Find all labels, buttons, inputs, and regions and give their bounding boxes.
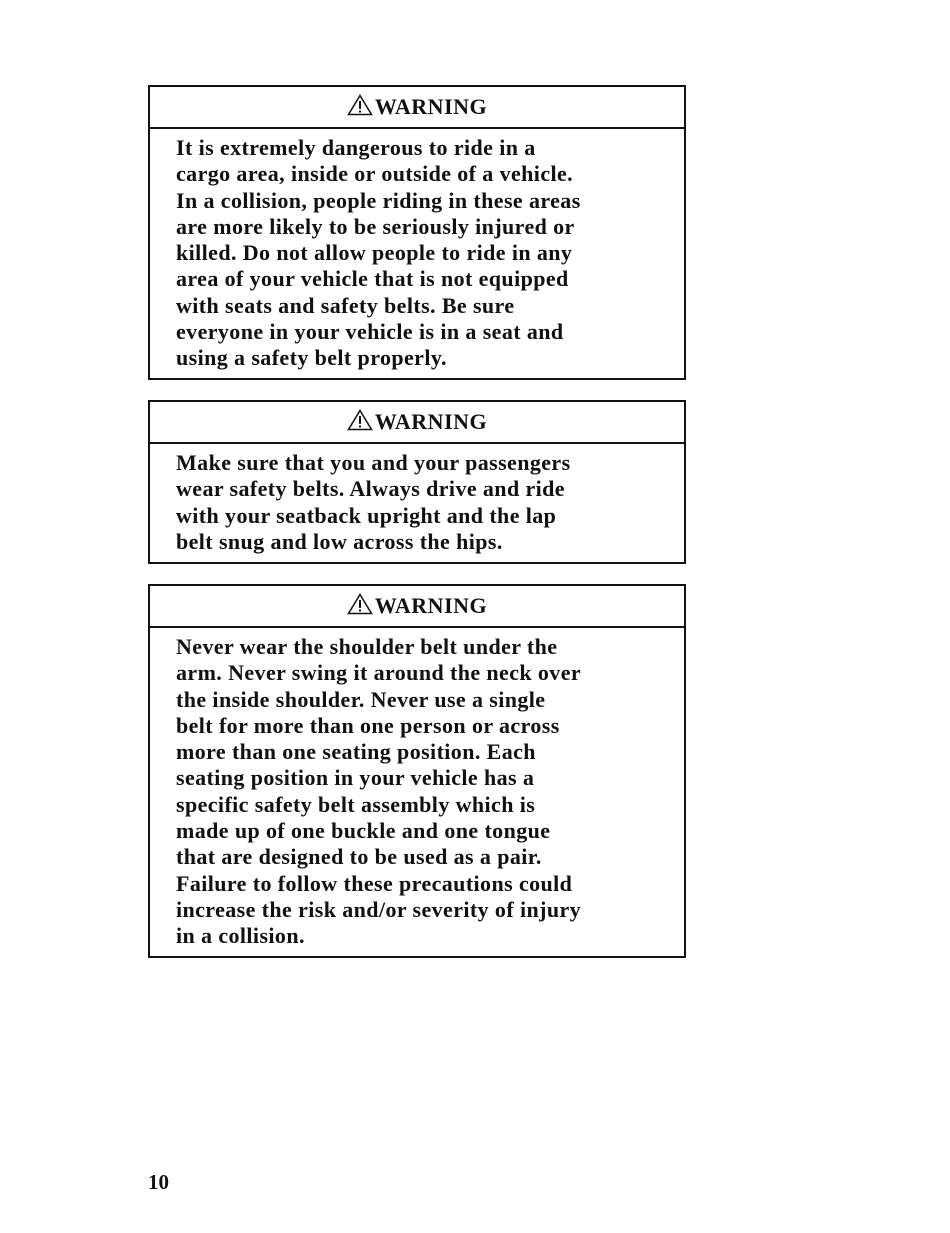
page-number: 10	[148, 1170, 169, 1194]
warning-title: WARNING	[374, 593, 488, 618]
warning-box-2	[148, 400, 686, 564]
warning-triangle-icon	[347, 94, 373, 116]
warning-line: more than one seating position. Each	[176, 739, 536, 765]
warning-line: area of your vehicle that is not equipped	[176, 266, 569, 292]
warning-line: are more likely to be seriously injured or	[176, 213, 575, 239]
warning-line: Never wear the shoulder belt under the	[176, 634, 558, 659]
warning-line: belt snug and low across the hips.	[176, 528, 503, 554]
warning-triangle-icon	[347, 593, 373, 615]
warning-line: in a collision.	[176, 923, 305, 949]
warning-line: specific safety belt assembly which is	[176, 791, 536, 817]
warning-box-1	[148, 85, 686, 380]
warning-text	[150, 444, 684, 563]
warning-line: that are designed to be used as a pair.	[176, 844, 542, 870]
warning-header	[150, 402, 684, 444]
warning-text	[150, 129, 684, 380]
warning-line: killed. Do not allow people to ride in any	[176, 240, 573, 266]
warning-line: In a collision, people riding in these areas	[176, 187, 581, 213]
warning-text	[150, 628, 684, 958]
warning-line: using a safety belt properly.	[176, 345, 447, 371]
warning-line: arm. Never swing it around the neck over	[176, 660, 582, 686]
warning-header	[150, 586, 684, 628]
warning-line: belt for more than one person or across	[176, 712, 560, 738]
warning-line: with seats and safety belts. Be sure	[176, 292, 515, 318]
warning-line: with your seatback upright and the lap	[176, 502, 557, 528]
warning-box-3	[148, 584, 686, 958]
warning-line: made up of one buckle and one tongue	[176, 818, 551, 844]
warning-title: WARNING	[374, 94, 488, 119]
warning-line: increase the risk and/or severity of injury	[176, 896, 582, 922]
warning-line: It is extremely dangerous to ride in a	[176, 135, 536, 160]
warning-line: the inside shoulder. Never use a single	[176, 686, 546, 712]
warning-line: cargo area, inside or outside of a vehicle.	[176, 161, 574, 187]
warning-line: Make sure that you and your passengers	[176, 450, 571, 475]
warning-line: Failure to follow these precautions could	[176, 870, 573, 896]
warning-header	[150, 87, 684, 129]
warning-line: seating position in your vehicle has a	[176, 765, 535, 791]
warning-triangle-icon	[347, 409, 373, 431]
warning-line: everyone in your vehicle is in a seat and	[176, 319, 564, 345]
warning-line: wear safety belts. Always drive and ride	[176, 476, 565, 502]
warning-title: WARNING	[374, 409, 488, 434]
